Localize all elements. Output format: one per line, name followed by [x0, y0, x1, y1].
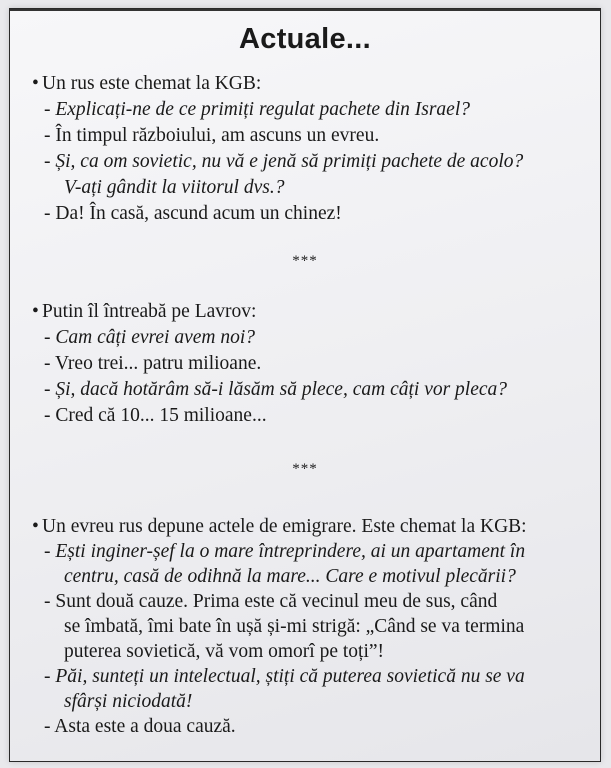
dialogue-line: se îmbată, îmi bate în ușă și-mi strigă: „Când se va termina	[64, 616, 525, 637]
joke-intro: • Un evreu rus depune actele de emigrare. Este chemat la KGB:	[32, 516, 527, 537]
joke-1	[32, 71, 580, 227]
dialogue-line: puterea sovietică, vă vom omorî pe toți”!	[64, 641, 385, 662]
dialogue-line: - Păi, sunteți un intelectual, știți că puterea sovietică nu se va	[44, 666, 525, 687]
dialogue-line: - Cam câți evrei avem noi?	[44, 327, 256, 348]
dialogue-line: V-ați gândit la viitorul dvs.?	[64, 177, 285, 198]
dialogue-line: - Cred că 10... 15 milioane...	[44, 405, 267, 426]
dialogue-line: - Și, ca om sovietic, nu vă e jenă să primiți pachete de acolo?	[44, 151, 524, 172]
page-frame	[9, 8, 601, 762]
separator: ***	[292, 461, 318, 477]
separator: ***	[292, 253, 318, 269]
joke-intro: • Un rus este chemat la KGB:	[32, 73, 262, 94]
joke-intro: • Putin îl întreabă pe Lavrov:	[32, 301, 257, 322]
joke-2	[32, 299, 580, 429]
dialogue-line: - În timpul războiului, am ascuns un evreu.	[44, 125, 380, 146]
dialogue-line: - Asta este a doua cauză.	[44, 716, 236, 737]
dialogue-line: sfârși niciodată!	[64, 691, 193, 712]
dialogue-line: centru, casă de odihnă la mare... Care e motivul plecării?	[64, 566, 516, 587]
dialogue-line: - Vreo trei... patru milioane.	[44, 353, 262, 374]
dialogue-line: - Și, dacă hotărâm să-i lăsăm să plece, cam câți vor pleca?	[44, 379, 508, 400]
dialogue-line: - Sunt două cauze. Prima este că vecinul meu de sus, când	[44, 591, 498, 612]
dialogue-line: - Ești inginer-șef la o mare întreprindere, ai un apartament în	[44, 541, 526, 562]
joke-3	[32, 514, 580, 739]
dialogue-line: - Da! În casă, ascund acum un chinez!	[44, 203, 342, 224]
page-title: Actuale...	[239, 23, 371, 55]
dialogue-line: - Explicați-ne de ce primiți regulat pachete din Israel?	[44, 99, 470, 120]
